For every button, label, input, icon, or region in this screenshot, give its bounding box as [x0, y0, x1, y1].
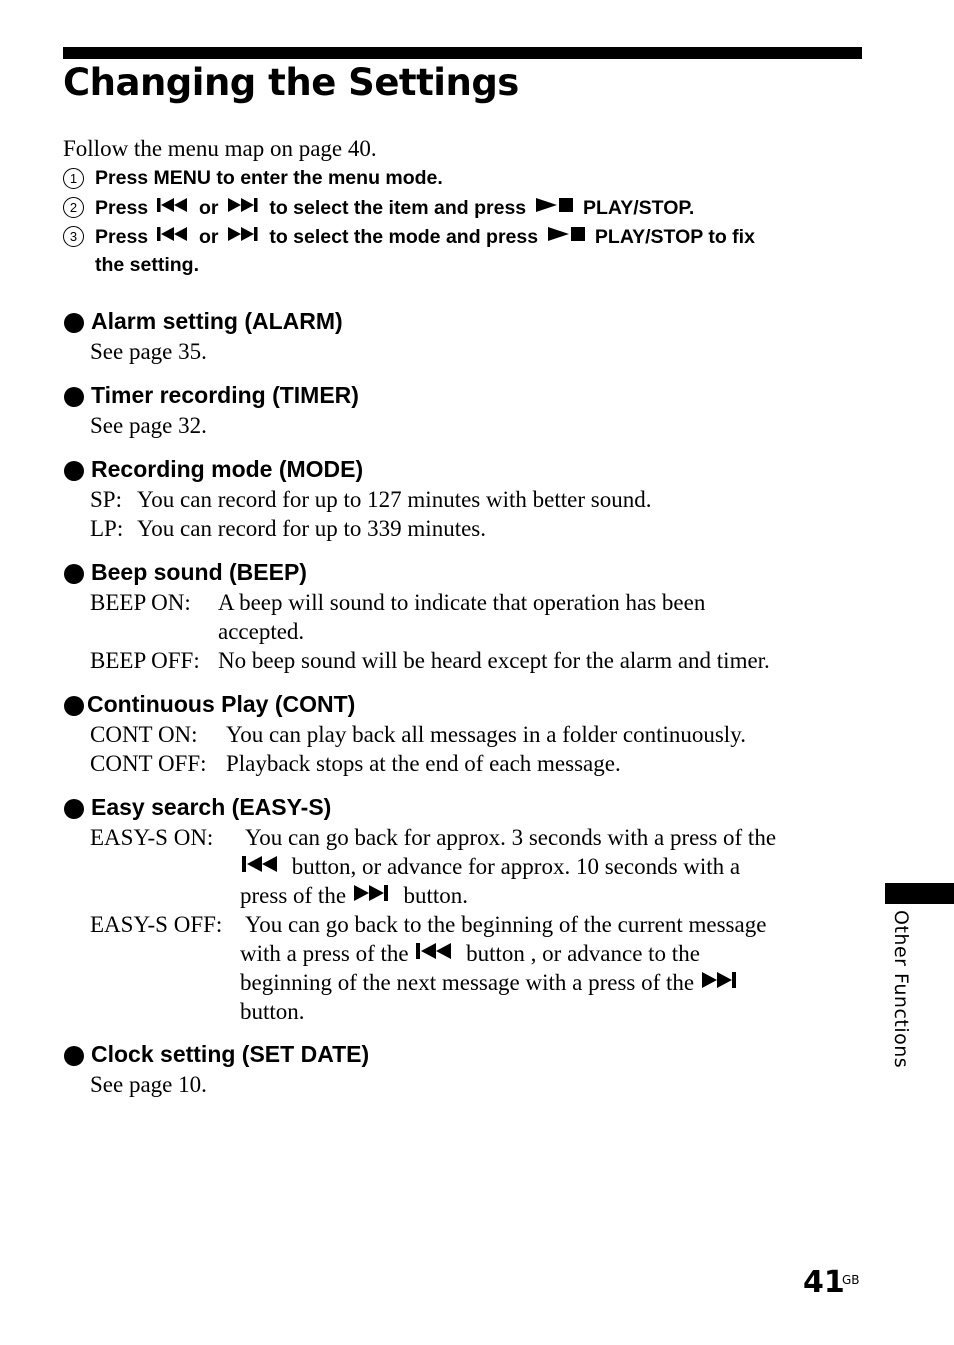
easy-text: button, or advance for approx. 10 seconds with a	[286, 854, 741, 879]
page-number: 41	[803, 1265, 845, 1300]
easy-value-line	[240, 941, 700, 967]
step-number-2: 2	[63, 197, 84, 218]
step-3-part: to select the mode and press	[263, 226, 544, 248]
section-heading-clock: Clock setting (SET DATE)	[91, 1041, 370, 1067]
cont-key: CONT OFF:	[90, 751, 207, 776]
mode-key: SP:	[90, 487, 122, 512]
step-3-text	[95, 225, 755, 249]
alarm-text: See page 35.	[90, 339, 207, 364]
step-2-part: or	[193, 197, 224, 219]
next-track-icon	[224, 225, 264, 243]
section-heading-alarm: Alarm setting (ALARM)	[91, 308, 343, 334]
play-stop-icon	[544, 225, 590, 243]
bullet-icon	[64, 696, 84, 716]
previous-track-icon	[414, 941, 460, 961]
step-1-text	[95, 167, 443, 190]
play-stop-icon	[532, 196, 578, 214]
bullet-icon	[64, 564, 84, 584]
bullet-icon	[64, 461, 84, 481]
step-2-part: to select the item and press	[263, 197, 532, 219]
easy-text: beginning of the next message with a press of the	[240, 970, 700, 995]
mode-key: LP:	[90, 516, 124, 541]
step-number-3: 3	[63, 226, 84, 247]
previous-track-icon	[240, 854, 286, 874]
section-heading-cont: Continuous Play (CONT)	[87, 691, 356, 717]
bullet-icon	[64, 799, 84, 819]
section-heading-mode: Recording mode (MODE)	[91, 456, 364, 482]
beep-key: BEEP ON:	[90, 590, 191, 615]
easy-value-line	[240, 854, 740, 880]
easy-text: with a press of the	[240, 941, 415, 966]
step-2-text	[95, 196, 694, 220]
easy-value: You can go back for approx. 3 seconds with a press of the	[245, 825, 777, 850]
beep-value: No beep sound will be heard except for the alarm and timer.	[218, 648, 770, 673]
easy-key: EASY-S OFF:	[90, 912, 223, 937]
bullet-icon	[64, 1046, 84, 1066]
easy-value-line	[240, 883, 468, 909]
easy-text: press of the	[240, 883, 352, 908]
next-track-icon	[352, 883, 398, 903]
previous-track-icon	[154, 225, 194, 243]
easy-value-line	[240, 970, 746, 996]
mode-value: You can record for up to 127 minutes with better sound.	[137, 487, 652, 512]
section-tab-marker	[885, 883, 954, 904]
easy-text: button.	[397, 883, 469, 908]
clock-text: See page 10.	[90, 1072, 207, 1097]
section-heading-timer: Timer recording (TIMER)	[91, 382, 359, 408]
next-track-icon	[224, 196, 264, 214]
cont-value: Playback stops at the end of each message.	[226, 751, 621, 776]
cont-key: CONT ON:	[90, 722, 198, 747]
beep-key: BEEP OFF:	[90, 648, 200, 673]
timer-text: See page 32.	[90, 413, 207, 438]
section-heading-beep: Beep sound (BEEP)	[91, 559, 307, 585]
intro-text: Follow the menu map on page 40.	[63, 136, 377, 161]
next-track-icon	[700, 970, 746, 990]
mode-value: You can record for up to 339 minutes.	[137, 516, 486, 541]
step-2-part: Press	[95, 197, 154, 219]
step-3-continued: the setting.	[95, 254, 200, 276]
section-heading-easy: Easy search (EASY-S)	[91, 794, 332, 820]
step-3-part: PLAY/STOP to fix	[589, 226, 755, 248]
side-tab-label: Other Functions	[890, 910, 912, 1069]
beep-value: accepted.	[218, 619, 305, 644]
easy-value: button.	[240, 999, 305, 1024]
previous-track-icon	[154, 196, 194, 214]
page-title: Changing the Settings	[63, 61, 519, 104]
page-number-suffix: GB	[842, 1273, 860, 1287]
easy-text: button , or advance to the	[460, 941, 700, 966]
step-3-part: Press	[95, 226, 154, 248]
bullet-icon	[64, 313, 84, 333]
bullet-icon	[64, 387, 84, 407]
easy-key: EASY-S ON:	[90, 825, 214, 850]
easy-value: You can go back to the beginning of the current message	[245, 912, 767, 937]
step-2-part: PLAY/STOP.	[577, 197, 695, 219]
step-3-part: or	[193, 226, 224, 248]
step-1-part: Press MENU to enter the menu mode.	[95, 167, 443, 189]
cont-value: You can play back all messages in a folder continuously.	[226, 722, 746, 747]
step-number-1: 1	[63, 168, 84, 189]
beep-value: A beep will sound to indicate that operation has been	[218, 590, 706, 615]
